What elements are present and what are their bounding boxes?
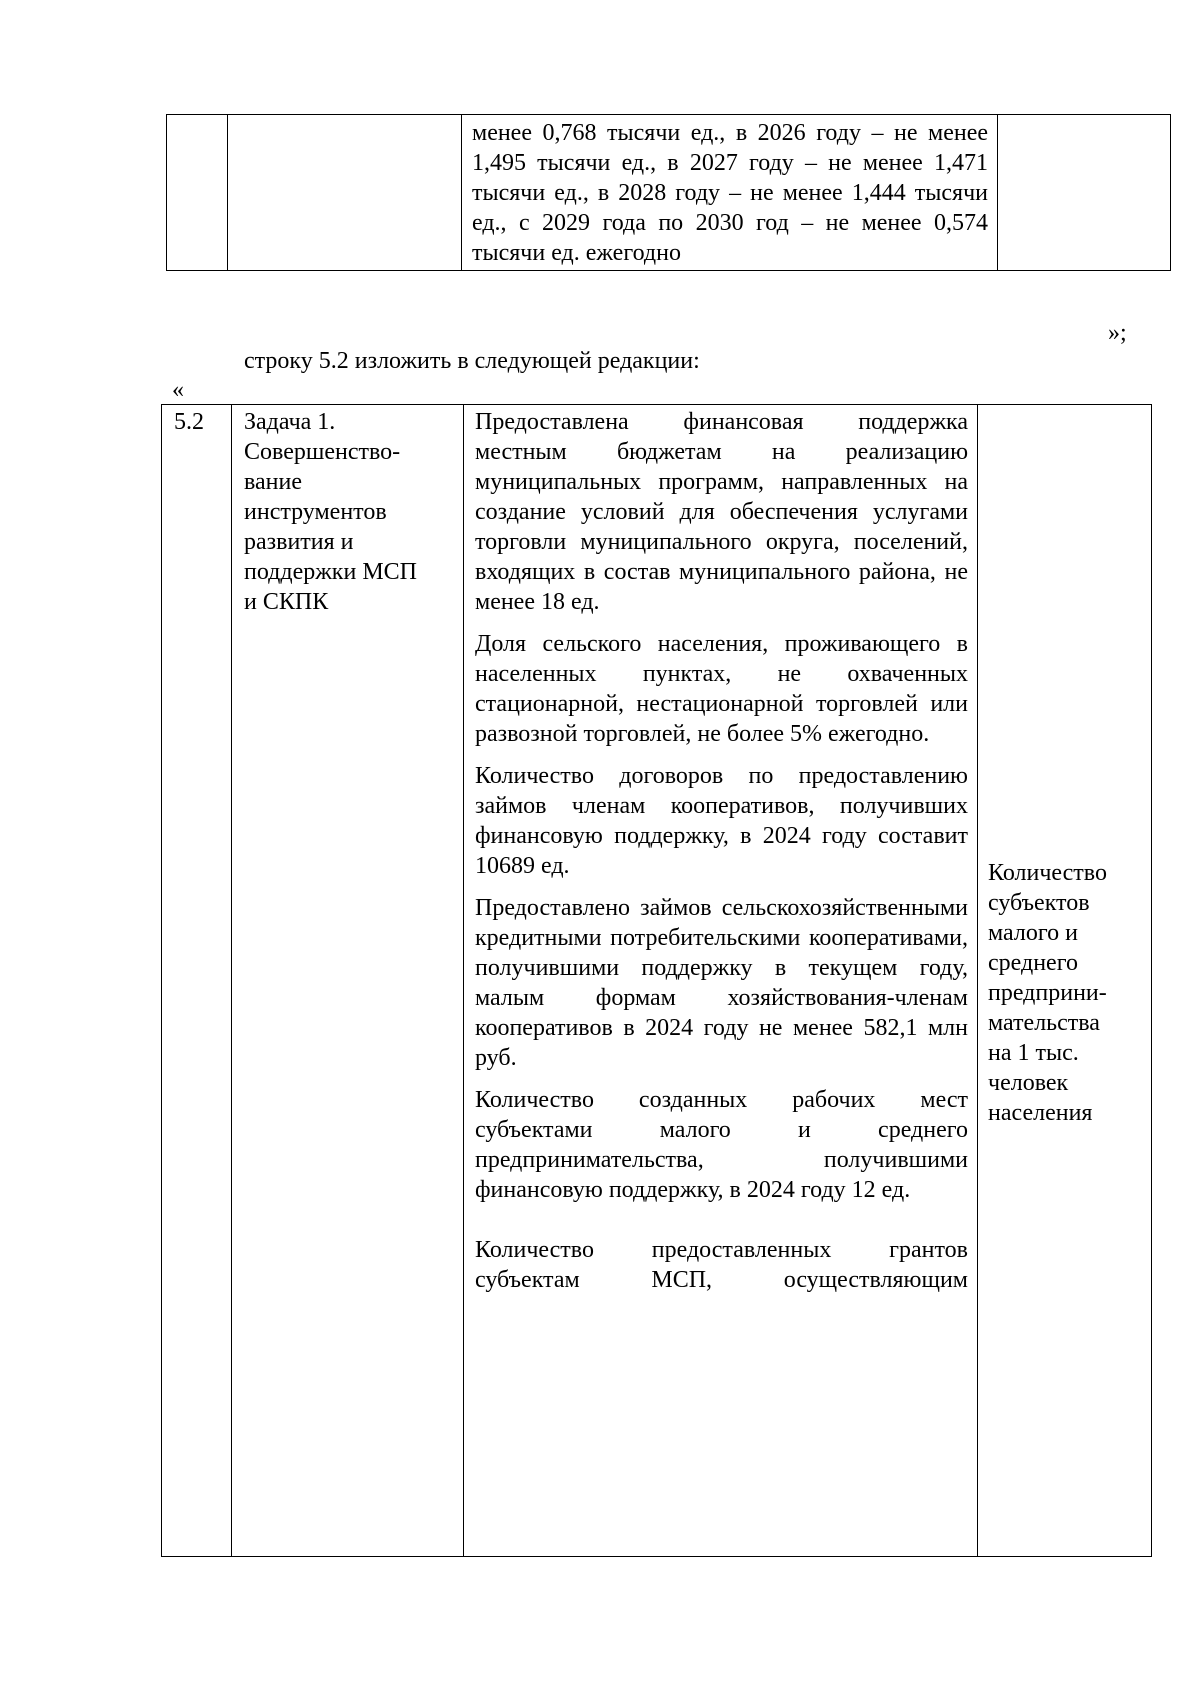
task-line: Совершенство- [244,439,401,465]
table-row-5-2 [161,404,1152,1557]
indicator-line: предприни- [988,979,1107,1006]
cell-indicator [998,115,1171,271]
result-paragraph: Предоставлено займов сельскохозяйственными кредитными потребительскими кооперативами, получившими поддержку в текущем году, малым формам хозяйствования-членам кооперативов в 2024 году не менее 582,1 млн руб. [475,895,968,1071]
task-line: и СКПК [244,589,329,615]
table-continuation [166,114,1171,271]
table-row [162,405,1152,1557]
closing-quote-mark: »; [1108,320,1127,346]
indicator-line: субъектов [988,889,1090,916]
task-line: поддержки МСП [244,559,417,585]
result-paragraph: Предоставлена финансовая поддержка местным бюджетам на реализацию муниципальных программ, направленных на создание условий для обеспечения услугами торговли муниципального округа, поселений, входящих в состав муниципального района, не менее 18 ед. [475,409,968,615]
instruction-text: строку 5.2 изложить в следующей редакции: [244,348,700,374]
cell-indicator [978,405,1152,1557]
cell-results [464,405,978,1557]
result-paragraph: Количество договоров по предоставлению займов членам кооперативов, получивших финансовую поддержку, в 2024 году составит 10689 ед. [475,763,968,879]
indicator-line: Количество [988,859,1107,886]
cell-result [462,115,998,271]
cell-task [232,405,464,1557]
task-line: Задача 1. [244,409,336,435]
indicator-line: малого и [988,919,1078,946]
indicator-line: мательства [988,1009,1100,1036]
indicator-line: населения [988,1099,1093,1126]
indicator-line: среднего [988,949,1078,976]
cell-task [228,115,462,271]
indicator-text [988,834,1143,1128]
task-line: развития и [244,529,354,555]
result-text: менее 0,768 тысячи ед., в 2026 году – не менее 1,495 тысячи ед., в 2027 году – не менее 1,471 тысячи ед., в 2028 году – не менее 1,444 тысячи ед., с 2029 года по 2030 год – не менее 0,574 тысячи ед. ежегодно [472,120,988,266]
result-paragraph: Количество предоставленных грантов субъектам МСП, осуществляющим [475,1237,968,1293]
task-line: инструментов [244,499,387,525]
row-number: 5.2 [174,409,204,435]
cell-number [167,115,228,271]
result-paragraph: Доля сельского населения, проживающего в населенных пунктах, не охваченных стационарной, нестационарной торговлей или развозной торговлей, не более 5% ежегодно. [475,631,968,747]
indicator-line: на 1 тыс. [988,1039,1079,1066]
cell-number [162,405,232,1557]
result-paragraph: Количество созданных рабочих мест субъектами малого и среднего предпринимательства, получившими финансовую поддержку, в 2024 году 12 ед. [475,1087,968,1203]
task-line: вание [244,469,303,495]
table-row [167,115,1171,271]
opening-quote-mark: « [172,377,184,403]
indicator-line: человек [988,1069,1069,1096]
